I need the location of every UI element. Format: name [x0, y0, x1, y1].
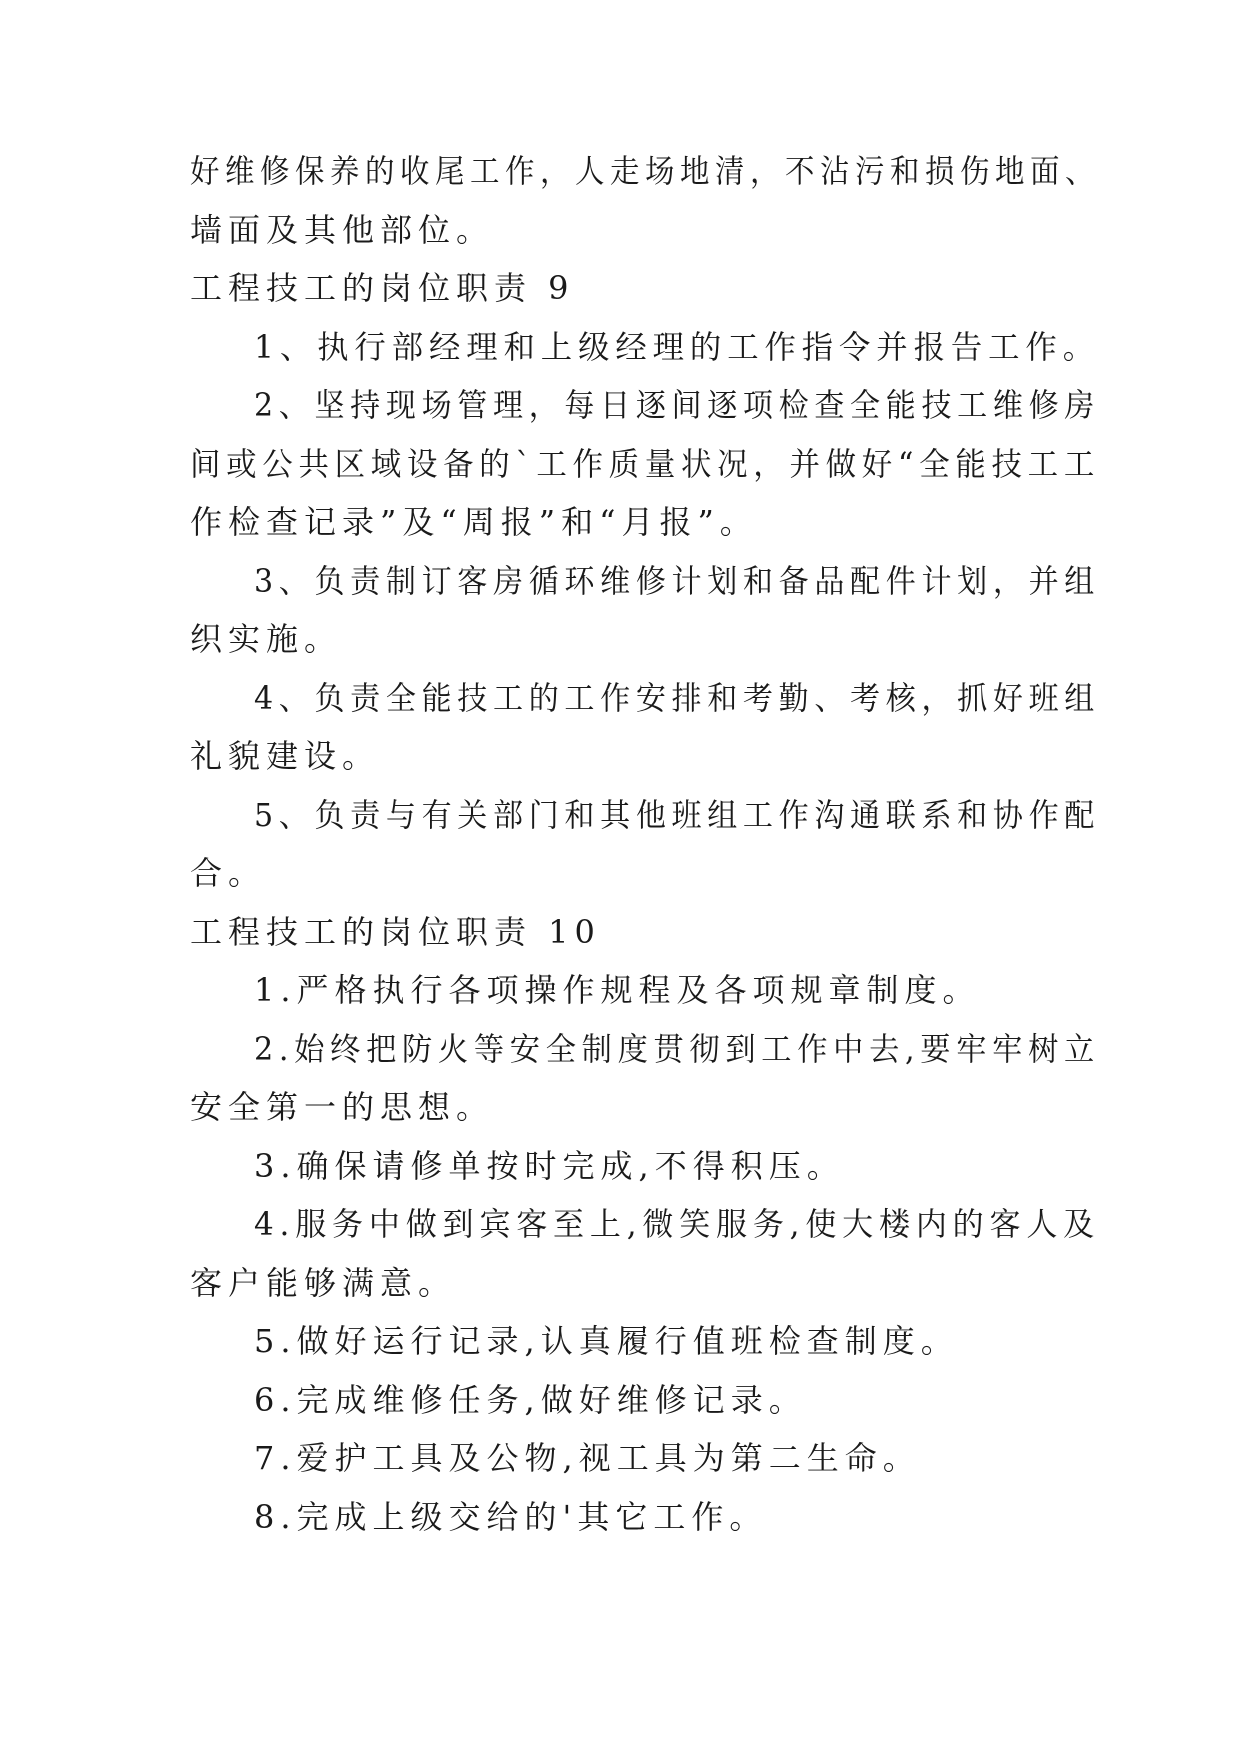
text-line: 间或公共区域设备的`工作质量状况，并做好“全能技工工: [190, 445, 1100, 483]
list-item: 6.完成维修任务,做好维修记录。: [254, 1381, 807, 1419]
list-item: 1.严格执行各项操作规程及各项规章制度。: [254, 971, 981, 1009]
list-item: 2、坚持现场管理，每日逐间逐项检查全能技工维修房: [254, 386, 1100, 424]
text-line: 客户能够满意。: [190, 1264, 457, 1302]
text-line: 安全第一的思想。: [190, 1088, 495, 1126]
list-item: 3、负责制订客房循环维修计划和备品配件计划，并组: [254, 562, 1100, 600]
list-item: 2.始终把防火等安全制度贯彻到工作中去,要牢牢树立: [254, 1030, 1100, 1068]
list-item: 5、负责与有关部门和其他班组工作沟通联系和协作配: [254, 796, 1100, 834]
list-item: 1、执行部经理和上级经理的工作指令并报告工作。: [254, 328, 1100, 366]
text-line: 礼貌建设。: [190, 737, 381, 775]
list-item: 3.确保请修单按时完成,不得积压。: [254, 1147, 845, 1185]
list-item: 5.做好运行记录,认真履行值班检查制度。: [254, 1322, 959, 1360]
list-item: 4、负责全能技工的工作安排和考勤、考核，抓好班组: [254, 679, 1100, 717]
section-heading-9: 工程技工的岗位职责 9: [190, 269, 575, 307]
section-heading-10: 工程技工的岗位职责 10: [190, 913, 601, 951]
text-line: 织实施。: [190, 620, 343, 658]
list-item: 8.完成上级交给的'其它工作。: [254, 1498, 768, 1536]
text-line: 合。: [190, 854, 267, 892]
list-item: 4.服务中做到宾客至上,微笑服务,使大楼内的客人及: [254, 1205, 1101, 1243]
text-line: 墙面及其他部位。: [190, 211, 495, 249]
text-line: 好维修保养的收尾工作，人走场地清，不沾污和损伤地面、: [190, 152, 1100, 190]
list-item: 7.爱护工具及公物,视工具为第二生命。: [254, 1439, 921, 1477]
text-line: 作检查记录”及“周报”和“月报”。: [190, 503, 758, 541]
